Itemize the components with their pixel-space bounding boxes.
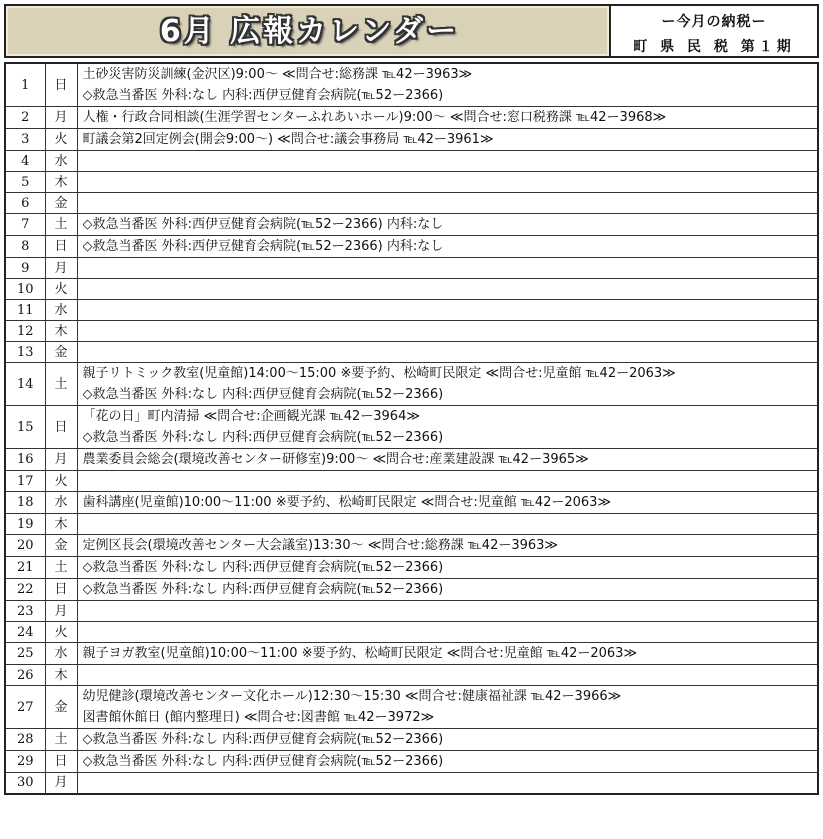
day-number: 21: [5, 557, 45, 579]
calendar-row: [5, 279, 818, 300]
day-events: [77, 686, 818, 729]
day-number: 24: [5, 622, 45, 643]
weekday: 水: [45, 300, 77, 321]
tax-heading: ー今月の納税ー: [661, 14, 767, 30]
calendar-row: [5, 665, 818, 686]
day-number: 3: [5, 129, 45, 151]
weekday: 土: [45, 729, 77, 751]
day-events: [77, 342, 818, 363]
calendar-row: [5, 107, 818, 129]
calendar-row: [5, 471, 818, 492]
day-events: [77, 107, 818, 129]
day-events: [77, 535, 818, 557]
day-number: 9: [5, 258, 45, 279]
calendar-row: [5, 622, 818, 643]
event-text: 土砂災害防災訓練(金沢区)9:00～ ≪問合せ:総務課 ℡42ー3963≫: [82, 67, 473, 82]
day-events: [77, 129, 818, 151]
day-events: [77, 258, 818, 279]
event-text: ◇救急当番医 外科:なし 内科:西伊豆健育会病院(℡52ー2366): [82, 732, 444, 747]
calendar-row: [5, 773, 818, 794]
day-events: [77, 773, 818, 794]
weekday: 日: [45, 579, 77, 601]
event-text: ◇救急当番医 外科:なし 内科:西伊豆健育会病院(℡52ー2366): [82, 88, 444, 103]
weekday: 金: [45, 686, 77, 729]
day-number: 22: [5, 579, 45, 601]
calendar-body: [5, 63, 818, 794]
day-number: 30: [5, 773, 45, 794]
calendar-row: [5, 172, 818, 193]
day-number: 8: [5, 236, 45, 258]
calendar-row: [5, 492, 818, 514]
weekday: 木: [45, 172, 77, 193]
event-text: ◇救急当番医 外科:なし 内科:西伊豆健育会病院(℡52ー2366): [82, 754, 444, 769]
tax-body: 町 県 民 税 第１期: [633, 39, 795, 55]
day-number: 27: [5, 686, 45, 729]
day-number: 7: [5, 214, 45, 236]
day-events: [77, 363, 818, 406]
calendar-row: [5, 557, 818, 579]
day-events: [77, 622, 818, 643]
weekday: 火: [45, 129, 77, 151]
weekday: 月: [45, 107, 77, 129]
day-events: [77, 601, 818, 622]
day-number: 16: [5, 449, 45, 471]
event-text: 定例区長会(環境改善センター大会議室)13:30～ ≪問合せ:総務課 ℡42ー3963≫: [82, 538, 559, 553]
weekday: 日: [45, 751, 77, 773]
weekday: 水: [45, 492, 77, 514]
calendar-row: [5, 579, 818, 601]
weekday: 木: [45, 321, 77, 342]
calendar-page: [4, 4, 819, 835]
calendar-row: [5, 601, 818, 622]
weekday: 月: [45, 773, 77, 794]
event-text: 人権・行政合同相談(生涯学習センターふれあいホール)9:00～ ≪問合せ:窓口税務課 ℡42ー3968≫: [82, 110, 667, 125]
weekday: 木: [45, 514, 77, 535]
day-events: [77, 321, 818, 342]
day-number: 4: [5, 151, 45, 172]
event-text: ◇救急当番医 外科:西伊豆健育会病院(℡52ー2366) 内科:なし: [82, 217, 444, 232]
page-title: 6月 広報カレンダー: [159, 14, 460, 49]
calendar-row: [5, 151, 818, 172]
day-events: [77, 279, 818, 300]
weekday: 木: [45, 665, 77, 686]
calendar-row: [5, 535, 818, 557]
day-events: [77, 557, 818, 579]
weekday: 水: [45, 151, 77, 172]
weekday: 水: [45, 643, 77, 665]
event-text: 歯科講座(児童館)10:00～11:00 ※要予約、松崎町民限定 ≪問合せ:児童館 ℡42ー2063≫: [82, 495, 612, 510]
title-banner: [4, 4, 611, 58]
day-number: 19: [5, 514, 45, 535]
day-events: [77, 193, 818, 214]
event-text: 農業委員会総会(環境改善センター研修室)9:00～ ≪問合せ:産業建設課 ℡42ー3965≫: [82, 452, 589, 467]
weekday: 土: [45, 363, 77, 406]
calendar-row: [5, 751, 818, 773]
day-number: 18: [5, 492, 45, 514]
calendar-table: [4, 62, 819, 795]
weekday: 月: [45, 258, 77, 279]
calendar-row: [5, 406, 818, 449]
day-events: [77, 406, 818, 449]
weekday: 金: [45, 193, 77, 214]
calendar-row: [5, 363, 818, 406]
day-number: 11: [5, 300, 45, 321]
weekday: 土: [45, 557, 77, 579]
weekday: 土: [45, 214, 77, 236]
event-text: 幼児健診(環境改善センター文化ホール)12:30～15:30 ≪問合せ:健康福祉課 ℡42ー3966≫: [82, 689, 622, 704]
day-events: [77, 172, 818, 193]
calendar-row: [5, 342, 818, 363]
calendar-row: [5, 63, 818, 107]
event-text: ◇救急当番医 外科:なし 内科:西伊豆健育会病院(℡52ー2366): [82, 560, 444, 575]
event-text: ◇救急当番医 外科:西伊豆健育会病院(℡52ー2366) 内科:なし: [82, 239, 444, 254]
calendar-row: [5, 129, 818, 151]
day-number: 17: [5, 471, 45, 492]
event-text: 町議会第2回定例会(開会9:00～) ≪問合せ:議会事務局 ℡42ー3961≫: [82, 132, 494, 147]
day-number: 14: [5, 363, 45, 406]
calendar-row: [5, 300, 818, 321]
day-number: 1: [5, 63, 45, 107]
weekday: 金: [45, 342, 77, 363]
event-text: 親子ヨガ教室(児童館)10:00～11:00 ※要予約、松崎町民限定 ≪問合せ:児童館 ℡42ー2063≫: [82, 646, 638, 661]
day-events: [77, 471, 818, 492]
calendar-row: [5, 449, 818, 471]
weekday: 日: [45, 63, 77, 107]
day-events: [77, 236, 818, 258]
day-number: 26: [5, 665, 45, 686]
day-number: 25: [5, 643, 45, 665]
day-events: [77, 665, 818, 686]
event-text: 図書館休館日 (館内整理日) ≪問合せ:図書館 ℡42ー3972≫: [82, 710, 435, 725]
weekday: 金: [45, 535, 77, 557]
event-text: 親子リトミック教室(児童館)14:00～15:00 ※要予約、松崎町民限定 ≪問合せ:児童館 ℡42ー2063≫: [82, 366, 676, 381]
day-events: [77, 300, 818, 321]
calendar-row: [5, 258, 818, 279]
day-number: 5: [5, 172, 45, 193]
calendar-row: [5, 321, 818, 342]
day-number: 12: [5, 321, 45, 342]
calendar-row: [5, 643, 818, 665]
day-number: 10: [5, 279, 45, 300]
calendar-row: [5, 514, 818, 535]
day-events: [77, 643, 818, 665]
event-text: ◇救急当番医 外科:なし 内科:西伊豆健育会病院(℡52ー2366): [82, 430, 444, 445]
weekday: 月: [45, 449, 77, 471]
day-events: [77, 492, 818, 514]
calendar-row: [5, 193, 818, 214]
event-text: ◇救急当番医 外科:なし 内科:西伊豆健育会病院(℡52ー2366): [82, 582, 444, 597]
calendar-row: [5, 729, 818, 751]
day-number: 2: [5, 107, 45, 129]
calendar-row: [5, 236, 818, 258]
day-events: [77, 514, 818, 535]
day-events: [77, 151, 818, 172]
weekday: 月: [45, 601, 77, 622]
day-events: [77, 63, 818, 107]
weekday: 日: [45, 406, 77, 449]
weekday: 日: [45, 236, 77, 258]
day-events: [77, 214, 818, 236]
day-events: [77, 751, 818, 773]
day-number: 13: [5, 342, 45, 363]
calendar-row: [5, 686, 818, 729]
event-text: ◇救急当番医 外科:なし 内科:西伊豆健育会病院(℡52ー2366): [82, 387, 444, 402]
day-number: 28: [5, 729, 45, 751]
event-text: 「花の日」町内清掃 ≪問合せ:企画観光課 ℡42ー3964≫: [82, 409, 420, 424]
day-number: 20: [5, 535, 45, 557]
weekday: 火: [45, 471, 77, 492]
tax-notice: [611, 4, 819, 58]
day-events: [77, 449, 818, 471]
calendar-row: [5, 214, 818, 236]
day-number: 15: [5, 406, 45, 449]
day-events: [77, 729, 818, 751]
day-events: [77, 579, 818, 601]
header: [4, 4, 819, 58]
day-number: 29: [5, 751, 45, 773]
weekday: 火: [45, 622, 77, 643]
day-number: 6: [5, 193, 45, 214]
day-number: 23: [5, 601, 45, 622]
weekday: 火: [45, 279, 77, 300]
